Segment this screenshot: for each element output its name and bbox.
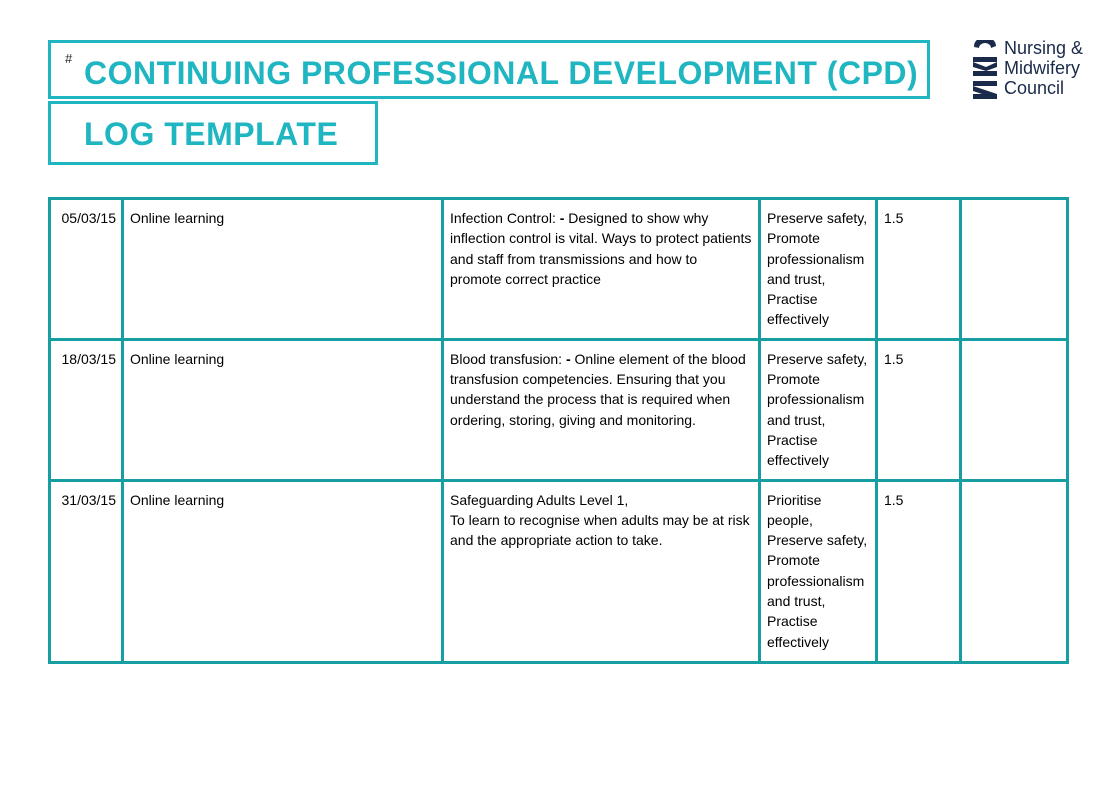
description-cell bbox=[443, 339, 760, 480]
table-row bbox=[50, 199, 1068, 340]
code-cell: Preserve safety, Promote professionalism and trust, Practise effectively bbox=[760, 199, 877, 340]
logo-wordmark bbox=[1004, 38, 1083, 98]
extra-cell bbox=[961, 480, 1068, 662]
title-box bbox=[48, 40, 930, 99]
hours-cell: 1.5 bbox=[877, 480, 961, 662]
hours-cell: 1.5 bbox=[877, 339, 961, 480]
code-cell: Prioritise people, Preserve safety, Promote professionalism and trust, Practise effectively bbox=[760, 480, 877, 662]
description-cell bbox=[443, 199, 760, 340]
logo-line-1: Nursing & bbox=[1004, 38, 1084, 58]
table-row bbox=[50, 480, 1068, 662]
topic-text: Safeguarding Adults Level 1, bbox=[450, 491, 629, 508]
method-cell: Online learning bbox=[123, 199, 443, 340]
description-text: To learn to recognise when adults may be at risk and the appropriate action to take. bbox=[450, 511, 750, 549]
cpd-log-table bbox=[48, 197, 1069, 664]
method-cell: Online learning bbox=[123, 480, 443, 662]
date-cell: 31/03/15 bbox=[50, 480, 123, 662]
dash-text: - bbox=[565, 350, 571, 367]
code-cell: Preserve safety, Promote professionalism and trust, Practise effectively bbox=[760, 339, 877, 480]
hours-cell: 1.5 bbox=[877, 199, 961, 340]
topic-text: Infection Control: bbox=[450, 210, 556, 226]
description-text: Designed to show why inflection control is vital. Ways to protect patients and staff from transmissions and how to promote correct practice bbox=[450, 210, 752, 287]
date-cell: 05/03/15 bbox=[50, 199, 123, 340]
date-cell: 18/03/15 bbox=[50, 339, 123, 480]
nmc-logo bbox=[968, 38, 1096, 104]
extra-cell bbox=[961, 339, 1068, 480]
logo-line-3: Council bbox=[1004, 78, 1065, 98]
nmc-logo-mark-icon bbox=[970, 40, 1000, 102]
description-cell bbox=[443, 480, 760, 662]
logo-line-2: Midwifery bbox=[1004, 58, 1081, 78]
hash-mark: # bbox=[65, 51, 73, 66]
table-row bbox=[50, 339, 1068, 480]
topic-text: Blood transfusion: bbox=[450, 350, 563, 367]
method-cell: Online learning bbox=[123, 339, 443, 480]
page-title: CONTINUING PROFESSIONAL DEVELOPMENT (CPD) bbox=[84, 55, 919, 91]
extra-cell bbox=[961, 199, 1068, 340]
dash-text: - bbox=[559, 210, 565, 226]
subtitle-box bbox=[48, 101, 378, 165]
page-subtitle: LOG TEMPLATE bbox=[84, 116, 339, 152]
description-text: Online element of the blood transfusion competencies. Ensuring that you understand the process that is required when ordering, storing, giving and monitoring. bbox=[450, 350, 746, 428]
